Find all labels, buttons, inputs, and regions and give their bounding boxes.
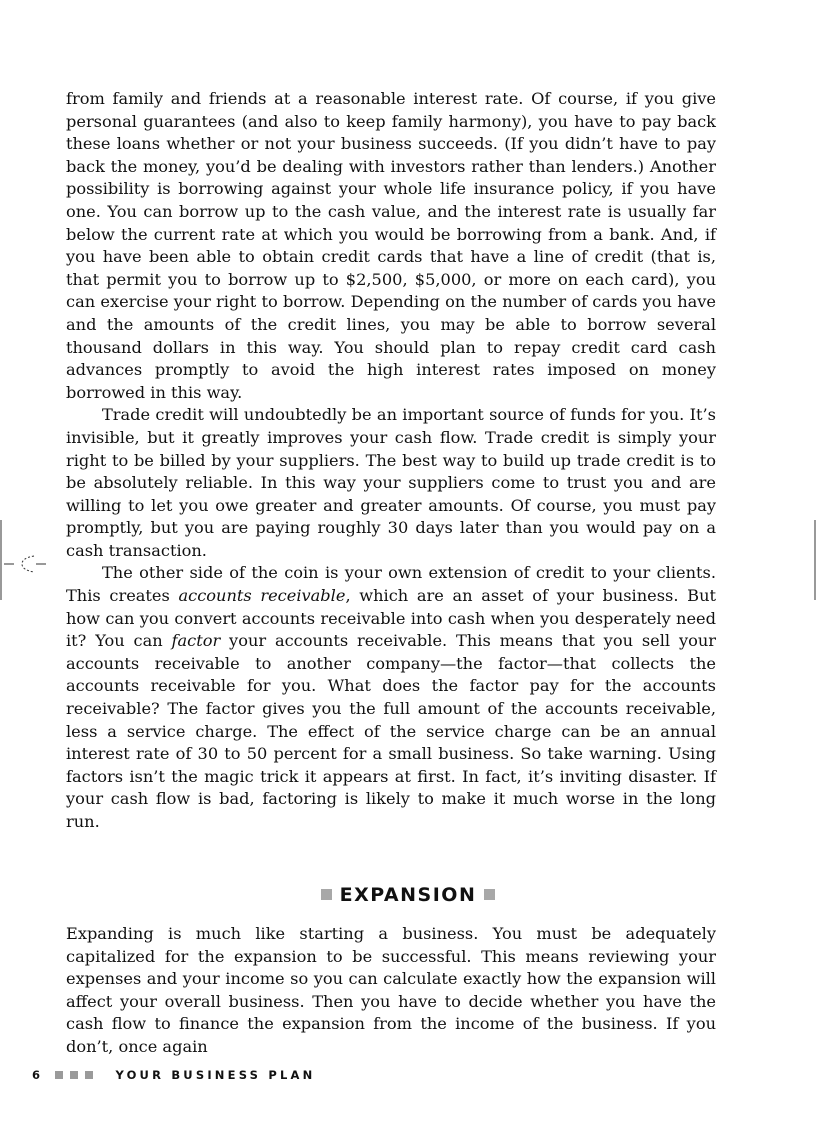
heading-ornament-left-icon — [321, 889, 332, 900]
heading-ornament-right-icon — [484, 889, 495, 900]
term-accounts-receivable: accounts receivable — [178, 586, 346, 606]
page-number: 6 — [32, 1068, 41, 1082]
footer-square-icon — [85, 1071, 93, 1079]
paragraph-4-text: Expanding is much like starting a business. You must be adequately capitalized for the expansion to be successful. This means reviewing your expenses and your income so you can calculate exactly how the expansion will affect your overall business. Then you have to decide whether you have the cash flow to finance the expansion from the income of the business. If you don’t, once again — [66, 924, 716, 1056]
section-heading — [0, 884, 816, 906]
paragraph-2-text: Trade credit will undoubtedly be an important source of funds for you. It’s invisible, but it greatly improves your cash flow. Trade credit is simply your right to be billed by your suppliers. The best way to build up trade credit is to be absolutely reliable. In this way your suppliers come to trust you and are willing to let you owe greater and greater amounts. Of course, you must pay promptly, but you are paying roughly 30 days later than you would pay on a cash transaction. — [66, 405, 716, 560]
paragraph-3-text-b: , which are an asset of your business. But how can you convert accounts receivable into cash when you desperately need it? You can — [66, 586, 716, 651]
footer-square-icon — [55, 1071, 63, 1079]
term-factor: factor — [171, 631, 221, 651]
page-footer — [32, 1068, 315, 1082]
paragraph-4 — [66, 923, 716, 1059]
section-heading-text: EXPANSION — [339, 884, 477, 906]
body-text-top — [66, 88, 716, 834]
crop-mark-right-icon — [812, 520, 816, 600]
paragraph-1-text: from family and friends at a reasonable interest rate. Of course, if you give personal guarantees (and also to keep family harmony), you have to pay back these loans whether or not your business succeeds. (If you didn’t have to pay back the money, you’d be dealing with investors rather than lenders.) Another possibility is borrowing against your whole life insurance policy, if you have one. You can borrow up to the cash value, and the interest rate is usually far below the current rate at which you would be borrowing from a bank. And, if you have been able to obtain credit cards that have a line of credit (that is, that permit you to borrow up to $2,500, $5,000, or more on each card), you can exercise your right to borrow. Depending on the number of cards you have and the amounts of the credit lines, you may be able to borrow several thousand dollars in this way. You should plan to repay credit card cash advances promptly to avoid the high interest rates imposed on money borrowed in this way. — [66, 89, 716, 402]
running-title: YOUR BUSINESS PLAN — [115, 1068, 316, 1082]
paragraph-3 — [66, 562, 716, 833]
paragraph-1 — [66, 88, 716, 404]
paragraph-3-text-a: The other side of the coin is your own extension of credit to your clients. This creates — [66, 563, 716, 606]
crop-mark-left-icon — [0, 520, 60, 600]
footer-square-icon — [70, 1071, 78, 1079]
paragraph-2 — [66, 404, 716, 562]
paragraph-3-text-c: your accounts receivable. This means that you sell your accounts receivable to another company—the factor—that collects the accounts receivable for you. What does the factor pay for the accounts receivable? The factor gives you the full amount of the accounts receivable, less a service charge. The effect of the service charge can be an annual interest rate of 30 to 50 percent for a small business. So take warning. Using factors isn’t the magic trick it appears at first. In fact, it’s inviting disaster. If your cash flow is bad, factoring is likely to make it much worse in the long run. — [66, 631, 716, 831]
body-text-bottom — [66, 923, 716, 1059]
